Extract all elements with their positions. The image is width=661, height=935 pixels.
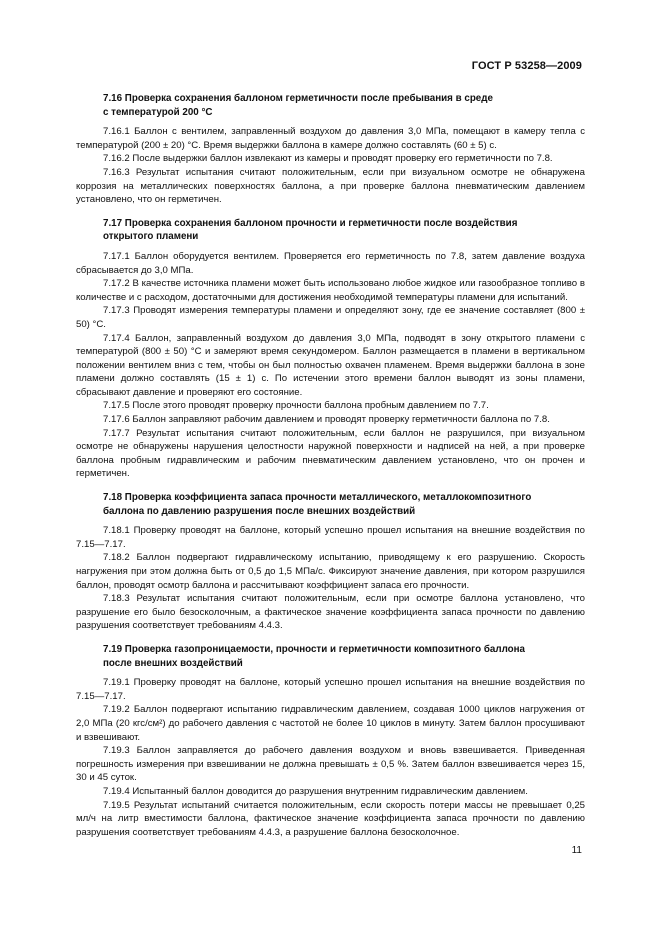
section-7-16 xyxy=(76,92,585,207)
clause-7-19-5: 7.19.5 Результат испытаний считается положительным, если скорость потери массы не превышает 0,25 мл/ч на литр вместимости баллона, фактическое значение коэффициента запаса прочности по давлению разрушения соответствует требованиям 4.4.3, а разрушение баллона безосколочное. xyxy=(76,799,585,838)
section-7-19 xyxy=(76,643,585,839)
section-title xyxy=(76,491,585,518)
clause-7-17-3: 7.17.3 Проводят измерения температуры пламени и определяют зону, где ее значение составляет (800 ± 50) °С. xyxy=(76,305,585,330)
document-standard-id: ГОСТ Р 53258—2009 xyxy=(471,60,582,72)
page-number: 11 xyxy=(571,845,582,856)
section-7-18 xyxy=(76,491,585,633)
clause-7-18-3: 7.18.3 Результат испытания считают положительным, если при осмотре баллона установлено, что разрушение его было безосколочным, а фактическое значение коэффициента запаса прочности по давлению разрушения соответствует требованиям 4.4.3. xyxy=(76,593,585,632)
clause-7-16-2: 7.16.2 После выдержки баллон извлекают из камеры и проводят проверку его герметичности по 7.8. xyxy=(103,153,553,165)
clause-7-19-4: 7.19.4 Испытанный баллон доводится до разрушения внутренним гидравлическим давлением. xyxy=(103,785,528,797)
section-7-17 xyxy=(76,217,585,481)
clause-7-18-1: 7.18.1 Проверку проводят на баллоне, который успешно прошел испытания на внешние воздействия по 7.15—7.17. xyxy=(76,525,585,550)
clause-7-16-1: 7.16.1 Баллон с вентилем, заправленный воздухом до давления 3,0 МПа, помещают в камеру тепла с температурой (200 ± 20) °С. Время выдержки баллона в камере должно составлять (60 ± 5) с. xyxy=(76,126,585,151)
section-title-line2: баллона по давлению разрушения после внешних воздействий xyxy=(103,505,416,517)
clause-7-17-6: 7.17.6 Баллон заправляют рабочим давлением и проводят проверку герметичности баллона по 7.8. xyxy=(103,414,550,426)
section-title-line2: после внешних воздействий xyxy=(103,657,243,669)
clause-7-19-3: 7.19.3 Баллон заправляется до рабочего давления воздухом и вновь взвешивается. Приведенная погрешность измерения при взвешивании не должна превышать ± 0,5 %. Затем баллон взвешивается через 15, 30 и 45 суток. xyxy=(76,745,585,784)
section-title-line1: 7.19 Проверка газопроницаемости, прочности и герметичности композитного баллона xyxy=(103,643,526,655)
section-title-line2: с температурой 200 °С xyxy=(103,106,213,118)
document-body xyxy=(76,88,585,839)
clause-7-19-2: 7.19.2 Баллон подвергают испытанию гидравлическим давлением, создавая 1000 циклов нагружения от 2,0 МПа (20 кгс/см²) до рабочего давления с частотой не более 10 циклов в минуту. Затем баллон просушивают и взвешивают. xyxy=(76,704,585,743)
clause-7-19-1: 7.19.1 Проверку проводят на баллоне, который успешно прошел испытания на внешние воздействия по 7.15—7.17. xyxy=(76,677,585,702)
section-title xyxy=(76,92,585,119)
section-title xyxy=(76,643,585,670)
section-title-line1: 7.18 Проверка коэффициента запаса прочности металлического, металлокомпозитного xyxy=(103,492,532,504)
section-title-line1: 7.17 Проверка сохранения баллоном прочности и герметичности после воздействия xyxy=(103,217,518,229)
section-title xyxy=(76,217,585,244)
clause-7-18-2: 7.18.2 Баллон подвергают гидравлическому испытанию, приводящему к его разрушению. Скорость нагружения при этом должна быть от 0,5 до 1,5 МПа/с. Фиксируют значение давления, при котором разрушился баллон, проводят осмотр баллона и рассчитывают коэффициент запаса его прочности. xyxy=(76,552,585,591)
section-title-line1: 7.16 Проверка сохранения баллоном герметичности после пребывания в среде xyxy=(103,93,493,104)
clause-7-17-7: 7.17.7 Результат испытания считают положительным, если баллон не разрушился, при визуальном осмотре не обнаружены нарушения целостности наружной поверхности и надписей на ней, а при проверке баллона пробным гидравлическим и рабочим пневматическим давлением установлено, что он прочен и герметичен. xyxy=(76,427,585,480)
clause-7-17-4: 7.17.4 Баллон, заправленный воздухом до давления 3,0 МПа, подводят в зону открытого пламени с температурой (800 ± 50) °С и замеряют время секундомером. Баллон размещается в пламени в вертикальном положении вентилем вниз с тем, чтобы он был полностью охвачен пламенем. Время выдержки баллона в зоне пламени должно составлять (15 ± 1) с. По истечении этого времени баллон выводят из зоны пламени, сбрасывают давление и проверяют его состояние. xyxy=(76,332,585,398)
clause-7-17-2: 7.17.2 В качестве источника пламени может быть использовано любое жидкое или газообразное топливо в количестве и с расходом, достаточными для достижения необходимой температуры пламени для испытаний. xyxy=(76,278,585,303)
clause-7-16-3: 7.16.3 Результат испытания считают положительным, если при визуальном осмотре не обнаружена коррозия на металлических поверхностях баллона, а при проверке баллона пневматическим давлением установлено, что он герметичен. xyxy=(76,166,585,206)
section-title-line2: открытого пламени xyxy=(103,231,199,243)
clause-7-17-1: 7.17.1 Баллон оборудуется вентилем. Проверяется его герметичность по 7.8, затем давление воздуха сбрасывается до 3,0 МПа. xyxy=(76,250,585,276)
clause-7-17-5: 7.17.5 После этого проводят проверку прочности баллона пробным давлением по 7.7. xyxy=(103,400,489,412)
